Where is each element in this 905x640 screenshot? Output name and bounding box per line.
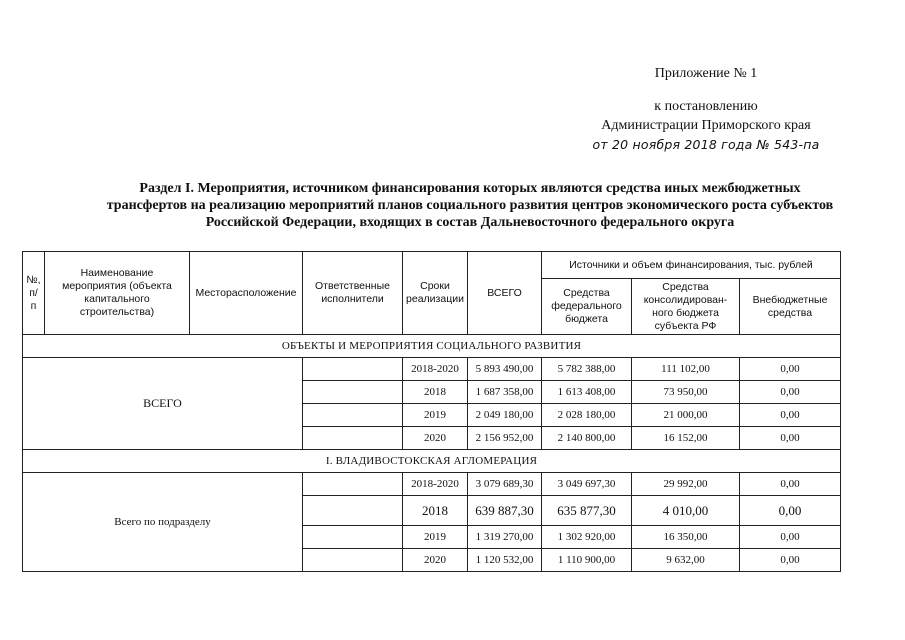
section2-title: I. ВЛАДИВОСТОКСКАЯ АГЛОМЕРАЦИЯ [23,450,841,473]
section1-label: ВСЕГО [23,358,303,450]
appendix-block [586,64,826,154]
extra-cell: 0,00 [740,404,841,427]
executors-cell [303,549,403,572]
header-consolidated: Средства консолидирован-ного бюджета субъекта РФ [632,279,740,335]
total-cell: 1 319 270,00 [468,526,542,549]
extra-cell: 0,00 [740,358,841,381]
consolidated-cell: 16 152,00 [632,427,740,450]
consolidated-cell: 9 632,00 [632,549,740,572]
period-cell: 2018-2020 [403,473,468,496]
table-row [23,473,841,496]
federal-cell: 635 877,30 [542,496,632,526]
federal-cell: 1 613 408,00 [542,381,632,404]
total-cell: 5 893 490,00 [468,358,542,381]
period-cell: 2018 [403,381,468,404]
period-cell: 2020 [403,549,468,572]
financing-table [22,251,841,572]
executors-cell [303,496,403,526]
federal-cell: 2 140 800,00 [542,427,632,450]
executors-cell [303,358,403,381]
extra-cell: 0,00 [740,496,841,526]
extra-cell: 0,00 [740,381,841,404]
consolidated-cell: 21 000,00 [632,404,740,427]
header-terms: Сроки реализации [403,252,468,335]
appendix-line-2: Администрации Приморского края [601,118,811,133]
header-num: №, п/ п [23,252,45,335]
total-cell: 1 120 532,00 [468,549,542,572]
federal-cell: 5 782 388,00 [542,358,632,381]
consolidated-cell: 4 010,00 [632,496,740,526]
appendix-number: Приложение № 1 [654,66,758,81]
executors-cell [303,381,403,404]
executors-cell [303,526,403,549]
period-cell: 2020 [403,427,468,450]
federal-cell: 1 302 920,00 [542,526,632,549]
total-cell: 639 887,30 [468,496,542,526]
federal-cell: 3 049 697,30 [542,473,632,496]
header-location: Месторасположение [190,252,303,335]
header-executors: Ответственные исполнители [303,252,403,335]
header-total: ВСЕГО [468,252,542,335]
extra-cell: 0,00 [740,473,841,496]
period-cell: 2018-2020 [403,358,468,381]
executors-cell [303,427,403,450]
appendix-line-1: к постановлению [654,99,758,114]
executors-cell [303,473,403,496]
total-cell: 2 049 180,00 [468,404,542,427]
extra-cell: 0,00 [740,427,841,450]
consolidated-cell: 29 992,00 [632,473,740,496]
consolidated-cell: 73 950,00 [632,381,740,404]
period-cell: 2019 [403,526,468,549]
total-cell: 3 079 689,30 [468,473,542,496]
section-row [23,450,841,473]
total-cell: 1 687 358,00 [468,381,542,404]
consolidated-cell: 16 350,00 [632,526,740,549]
header-row-1 [23,252,841,279]
header-name: Наименование мероприятия (объекта капитального строительства) [45,252,190,335]
appendix-line-3: от 20 ноября 2018 года № 543-па [592,137,820,152]
section-title: Раздел I. Мероприятия, источником финансирования которых являются средства иных межбюджетных трансфертов на реализацию мероприятий планов социального развития центров экономического роста субъектов Российской Федерации, входящих в состав Дальневосточного федерального округа [106,181,834,230]
section1-title: ОБЪЕКТЫ И МЕРОПРИЯТИЯ СОЦИАЛЬНОГО РАЗВИТИЯ [23,335,841,358]
federal-cell: 1 110 900,00 [542,549,632,572]
header-extrabudget: Внебюджетные средства [740,279,841,335]
consolidated-cell: 111 102,00 [632,358,740,381]
total-cell: 2 156 952,00 [468,427,542,450]
federal-cell: 2 028 180,00 [542,404,632,427]
extra-cell: 0,00 [740,549,841,572]
section-row [23,335,841,358]
period-cell: 2019 [403,404,468,427]
executors-cell [303,404,403,427]
section2-label: Всего по подразделу [23,473,303,572]
header-sources: Источники и объем финансирования, тыс. рублей [542,252,841,279]
period-cell: 2018 [403,496,468,526]
table-row [23,358,841,381]
extra-cell: 0,00 [740,526,841,549]
header-federal: Средства федерального бюджета [542,279,632,335]
